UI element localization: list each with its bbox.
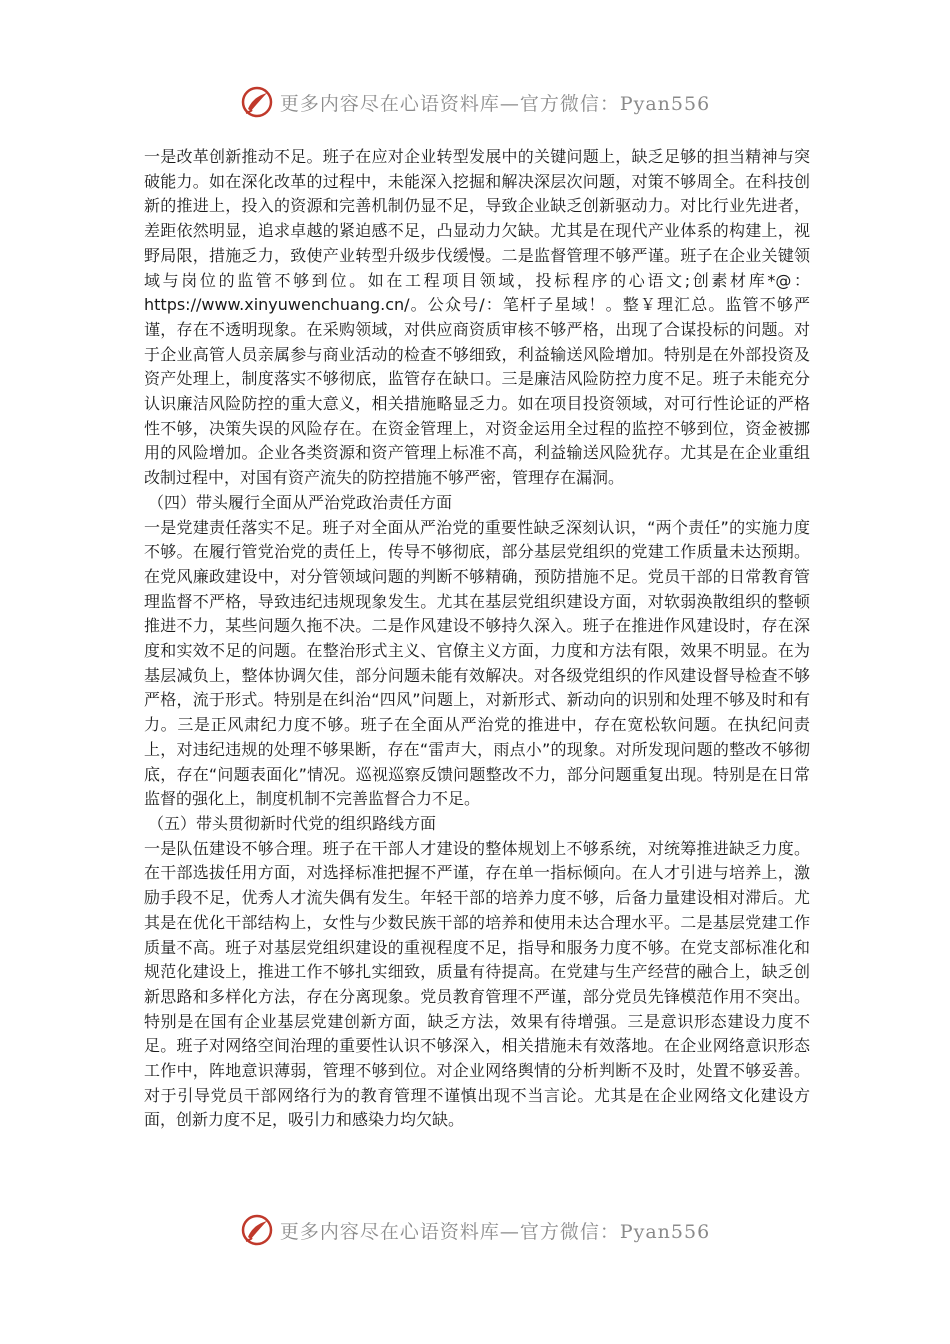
header-banner <box>0 82 950 122</box>
footer-banner <box>0 1210 950 1250</box>
brush-logo-icon <box>240 1213 274 1247</box>
section-heading-5: （五）带头贯彻新时代党的组织路线方面 <box>148 813 437 833</box>
header-banner-text: 更多内容尽在心语资料库—官方微信：Pyan556 <box>279 92 711 115</box>
paragraph-1: 一是改革创新推动不足。班子在应对企业转型发展中的关键问题上，缺乏足够的担当精神与突破能力。如在深化改革的过程中，未能深入挖掘和解决深层次问题，对策不够周全。在科技创新的推进上，投入的资源和完善机制仍显不足，导致企业缺乏创新驱动力。对比行业先进者，差距依然明显，追求卓越的紧迫感不足，凸显动力欠缺。尤其是在现代产业体系的构建上，视野局限，措施乏力，致使产业转型升级步伐缓慢。二是监督管理不够严谨。班子在企业关键领域与岗位的监管不够到位。如在工程项目领域，投标程序的心语文;创素材库*@：https://www.xinyuwenchuang.cn/。公众号/：笔杆子星域！。整￥理汇总。监管不够严谨，存在不透明现象。在采购领域，对供应商资质审核不够严格，出现了合谋投标的问题。对于企业高管人员亲属参与商业活动的检查不够细致，利益输送风险增加。特别是在外部投资及资产处理上，制度落实不够彻底，监管存在缺口。三是廉洁风险防控力度不足。班子未能充分认识廉洁风险防控的重大意义，相关措施略显乏力。如在项目投资领域，对可行性论证的严格性不够，决策失误的风险存在。在资金管理上，对资金运用全过程的监控不够到位，资金被挪用的风险增加。企业各类资源和资产管理上标准不高，利益输送风险犹存。尤其是在企业重组改制过程中，对国有资产流失的防控措施不够严密，管理存在漏洞。 <box>144 147 810 488</box>
document-body <box>144 145 810 1133</box>
brush-logo-icon <box>240 85 274 119</box>
paragraph-2: 一是党建责任落实不足。班子对全面从严治党的重要性缺乏深刻认识，“两个责任”的实施力度不够。在履行管党治党的责任上，传导不够彻底，部分基层党组织的党建工作质量未达预期。在党风廉政建设中，对分管领域问题的判断不够精确，预防措施不足。党员干部的日常教育管理监督不严格，导致违纪违规现象发生。尤其在基层党组织建设方面，对软弱涣散组织的整顿推进不力，某些问题久拖不决。二是作风建设不够持久深入。班子在推进作风建设时，存在深度和实效不足的问题。在整治形式主义、官僚主义方面，力度和方法有限，效果不明显。在为基层减负上，整体协调欠佳，部分问题未能有效解决。对各级党组织的作风建设督导检查不够严格，流于形式。特别是在纠治“四风”问题上，对新形式、新动向的识别和处理不够及时和有力。三是正风肃纪力度不够。班子在全面从严治党的推进中，存在宽松软问题。在执纪问责上，对违纪违规的处理不够果断，存在“雷声大，雨点小”的现象。对所发现问题的整改不够彻底，存在“问题表面化”情况。巡视巡察反馈问题整改不力，部分问题重复出现。特别是在日常监督的强化上，制度机制不完善监督合力不足。 <box>144 517 810 809</box>
paragraph-3: 一是队伍建设不够合理。班子在干部人才建设的整体规划上不够系统，对统筹推进缺乏力度。在干部选拔任用方面，对选择标准把握不严谨，存在单一指标倾向。在人才引进与培养上，激励手段不足，优秀人才流失偶有发生。年轻干部的培养力度不够，后备力量建设相对滞后。尤其是在优化干部结构上，女性与少数民族干部的培养和使用未达合理水平。二是基层党建工作质量不高。班子对基层党组织建设的重视程度不足，指导和服务力度不够。在党支部标准化和规范化建设上，推进工作不够扎实细致，质量有待提高。在党建与生产经营的融合上，缺乏创新思路和多样化方法，存在分离现象。党员教育管理不严谨，部分党员先锋模范作用不突出。特别是在国有企业基层党建创新方面，缺乏方法，效果有待增强。三是意识形态建设力度不足。班子对网络空间治理的重要性认识不够深入，相关措施未有效落地。在企业网络意识形态工作中，阵地意识薄弱，管理不够到位。对企业网络舆情的分析判断不及时，处置不够妥善。对于引导党员干部网络行为的教育管理不谨慎出现不当言论。尤其是在企业网络文化建设方面，创新力度不足，吸引力和感染力均欠缺。 <box>144 838 810 1130</box>
footer-banner-text: 更多内容尽在心语资料库—官方微信：Pyan556 <box>279 1220 711 1243</box>
section-heading-4: （四）带头履行全面从严治党政治责任方面 <box>148 492 453 512</box>
